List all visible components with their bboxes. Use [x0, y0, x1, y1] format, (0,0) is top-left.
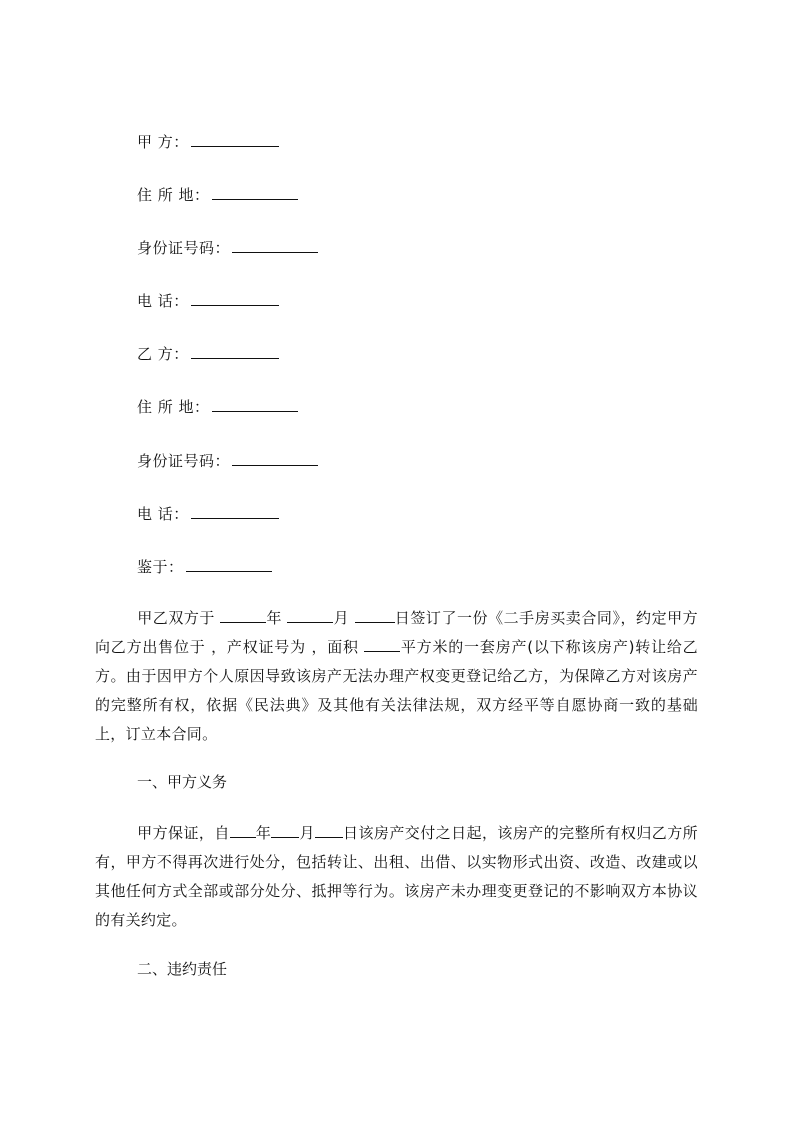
party-b-phone-label: 电 话：	[137, 505, 189, 523]
party-b-address-label: 住 所 地：	[137, 398, 210, 416]
section-1-text-1: 甲方保证，自	[137, 824, 230, 842]
intro-area-blank	[364, 637, 400, 652]
intro-day-blank	[355, 608, 395, 623]
party-b-name-blank	[191, 344, 279, 359]
section-1-text-2: 日该房产交付之日起，该房产的完整所有权归乙方所有，甲方不得再次进行处分，包括转让、出租、出借、以实物形式出资、改造、改建或以其他任何方式全部或部分处分、抵押等行为。该房产未办理变更登记的不影响双方本协议的有关约定。	[95, 824, 698, 929]
intro-month-blank	[287, 608, 333, 623]
party-b-id-label: 身份证号码：	[137, 452, 231, 470]
intro-text-1: 甲乙双方于	[137, 609, 215, 627]
party-a-id-label: 身份证号码：	[137, 239, 231, 257]
party-a-name-blank	[191, 132, 279, 147]
party-b-name-label: 乙 方：	[137, 345, 189, 363]
whereas-label: 鉴于：	[137, 558, 184, 576]
party-a-name-label: 甲 方：	[137, 133, 189, 151]
whereas-field	[137, 556, 272, 578]
party-b-name-field	[137, 343, 279, 365]
party-a-address-blank	[212, 185, 298, 200]
section-1-year-blank	[230, 823, 256, 838]
section-1-year-label: 年	[255, 824, 272, 842]
party-b-address-field	[137, 396, 298, 418]
section-1-title: 一、甲方义务	[137, 773, 228, 791]
intro-year-blank	[220, 608, 266, 623]
party-a-name-field	[137, 131, 279, 153]
party-b-address-blank	[212, 397, 298, 412]
section-1-month-label: 月	[299, 824, 315, 842]
party-a-phone-blank	[191, 291, 279, 306]
party-b-id-blank	[232, 451, 318, 466]
whereas-blank	[186, 557, 272, 572]
intro-month-label: 月	[333, 609, 350, 627]
party-a-address-label: 住 所 地：	[137, 186, 210, 204]
section-1-day-blank	[315, 823, 343, 838]
section-1-month-blank	[271, 823, 299, 838]
intro-year-label: 年	[266, 609, 283, 627]
party-a-phone-label: 电 话：	[137, 292, 189, 310]
party-b-id-field	[137, 450, 318, 472]
party-b-phone-field	[137, 503, 279, 525]
party-a-address-field	[137, 184, 298, 206]
party-a-id-blank	[232, 238, 318, 253]
section-2-title: 二、违约责任	[137, 960, 228, 978]
intro-text-3: 平方米的一套房产(以下称该房产)转让给乙方。由于因甲方个人原因导致该房产无法办理产权变更登记给乙方，为保障乙方对该房产的完整所有权，依据《民法典》及其他有关法律法规，双方经平等自愿协商一致的基础上，订立本合同。	[95, 638, 698, 743]
party-b-phone-blank	[191, 504, 279, 519]
intro-paragraph	[95, 604, 698, 749]
section-1-paragraph	[95, 819, 698, 935]
party-a-phone-field	[137, 290, 279, 312]
intro-text-2: 日签订了一份《二手房买卖合同》，约定甲方向乙方出售位于 ，产权证号为 ，面积	[95, 609, 698, 656]
party-a-id-field	[137, 237, 318, 259]
